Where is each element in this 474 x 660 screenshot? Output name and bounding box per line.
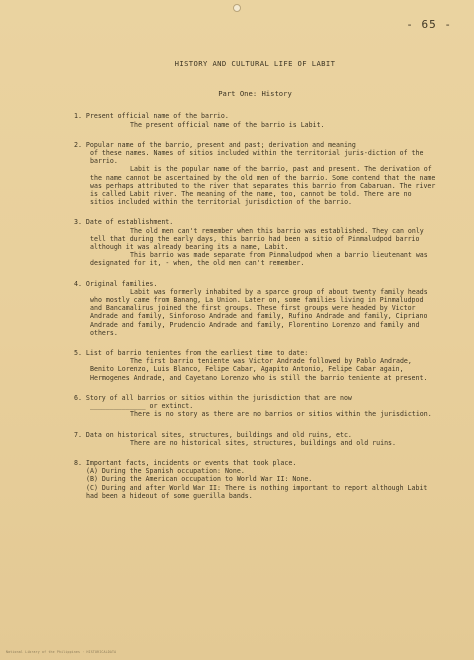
section-heading: 5. List of barrio tenientes from the earliest time to date:: [74, 349, 309, 358]
sub-item: (A) During the Spanish occupation: None.: [86, 467, 245, 476]
section-7: [74, 431, 436, 447]
section-heading: 3. Date of establishment.: [74, 218, 174, 227]
section-paragraph: Labit is the popular name of the barrio, past and present. The derivation of the name cannot be ascertained by the old men of the barrio. Some contend that the name was perhaps attributed to the river that separates this barrio from Cabaruan. The river is called Labit river. The meaning of the name, too, cannot be told. There are no sitios included within the territorial jurisdiction of the barrio.: [90, 165, 436, 207]
document-title: HISTORY AND CULTURAL LIFE OF LABIT: [174, 59, 336, 68]
section-1: [74, 112, 436, 128]
section-paragraph: The first barrio teniente was Victor Andrade followed by Pablo Andrade, Benito Lorenzo, Luis Blanco, Felipe Cabar, Agapito Antonio, Felipe Cabar again, Hermogenes Andrade, and Cayetano Lorenzo who is still the barrio teniente at present.: [90, 357, 428, 382]
section-heading: 8. Important facts, incidents or events that took place.: [74, 458, 297, 467]
section-heading: 6. Story of all barrios or sitios within the jurisdiction that are now: [74, 393, 352, 402]
section-paragraph: The old men can't remember when this barrio was established. They can only tell that during the early days, this barrio had been a sitio of Pinmaludpod barrio although it was already bearing its a name, Labit.: [90, 226, 424, 252]
archive-footer: National Library of the Philippines · HISTORICALDATA: [6, 650, 117, 654]
section-heading: 7. Data on historical sites, structures, buildings and old ruins, etc.: [74, 430, 352, 439]
section-8: [74, 459, 436, 500]
binding-hole: [233, 4, 241, 12]
section-heading: 4. Original families.: [74, 279, 158, 288]
section-paragraph: There is no story as there are no barrios or sitios within the jurisdiction.: [130, 410, 432, 419]
document-body: [74, 60, 436, 512]
section-paragraph: There are no historical sites, structures, buildings and old ruins.: [130, 438, 396, 447]
section-6: [74, 394, 436, 419]
section-3: [74, 218, 436, 267]
section-heading-continuation: ______________ or extinct.: [90, 402, 194, 411]
section-paragraph: The present official name of the barrio is Labit.: [130, 120, 325, 129]
sub-item: (C) During and after World War II: There is nothing important to report although Labit had been a hideout of some guerilla bands.: [86, 483, 428, 500]
document-subtitle: Part One: History: [218, 89, 292, 99]
section-paragraph: This barrio was made separate from Pinmaludpod when a barrio lieutenant was designated for it, - when, the old men can't remember.: [90, 251, 428, 268]
section-5: [74, 349, 436, 382]
sub-item: (B) During the American occupation to World War II: None.: [86, 475, 313, 484]
section-2: [74, 141, 436, 207]
section-heading-continuation: of these names. Names of sitios included within the territorial juris-diction of the barrio.: [90, 149, 424, 166]
page-number: - 65 -: [406, 18, 452, 31]
section-heading: 2. Popular name of the barrio, present and past; derivation and meaning: [74, 140, 356, 149]
section-heading: 1. Present official name of the barrio.: [74, 112, 229, 121]
section-paragraph: Labit was formerly inhabited by a sparce group of about twenty family heads who mostly came from Banang, La Union. Later on, some families living in Pinmaludpod and Bancamalirus joined the first groups. These first groups were headed by Victor Andrade and family, Sinforoso Andrade and family, Rufino Andrade and family, Cipriano Andrade and family, Prudencio Andrade and family, Florentino Lorenzo and family and others.: [90, 287, 428, 337]
section-4: [74, 280, 436, 337]
